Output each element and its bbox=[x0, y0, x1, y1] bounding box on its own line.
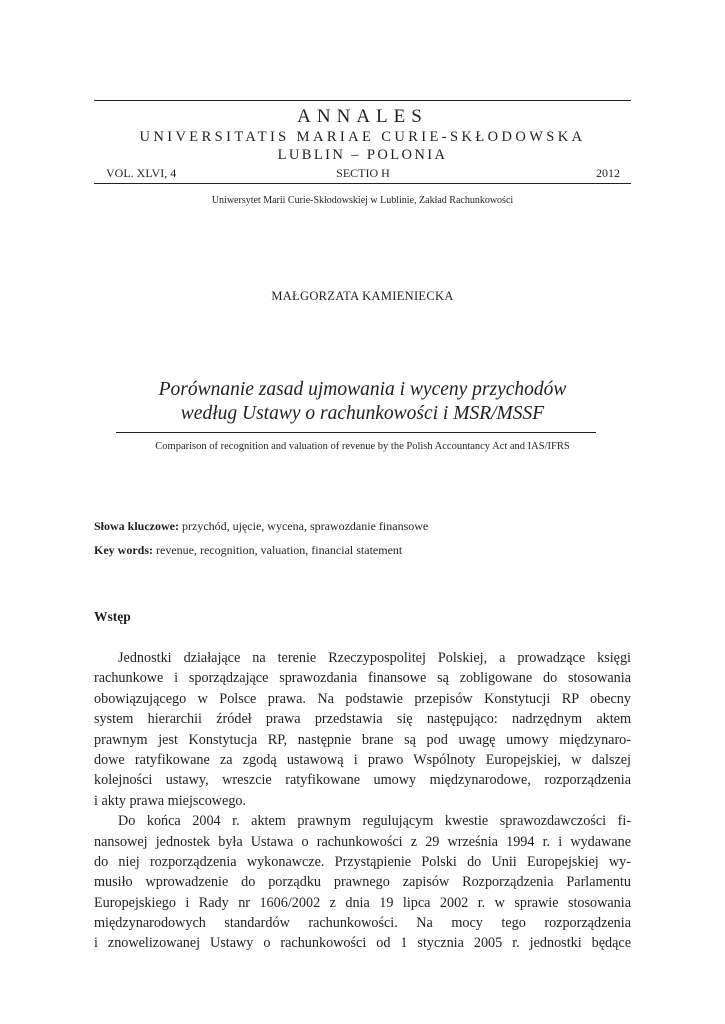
section-heading: Wstęp bbox=[94, 609, 131, 624]
title-rule bbox=[116, 432, 596, 433]
keywords-polish-text: przychód, ujęcie, wycena, sprawozdanie finansowe bbox=[179, 519, 429, 533]
keywords-polish bbox=[94, 518, 634, 534]
section-label: SECTIO H bbox=[336, 166, 390, 180]
body-line: system hierarchii źródeł prawa przedstawia się następująco: nadrzędnym aktem bbox=[94, 711, 631, 728]
body-text bbox=[94, 648, 631, 954]
body-line: międzynarodowych standardów rachunkowości. Na mocy tego rozporządzenia bbox=[94, 915, 631, 932]
journal-university: UNIVERSITATIS MARIAE CURIE-SKŁODOWSKA bbox=[139, 129, 586, 145]
paper-title-line-1: Porównanie zasad ujmowania i wyceny przychodów bbox=[158, 379, 567, 400]
body-line: i akty prawa miejscowego. bbox=[94, 792, 247, 809]
author-name: MAŁGORZATA KAMIENIECKA bbox=[271, 289, 454, 303]
body-line: i znowelizowanej Ustawy o rachunkowości od 1 stycznia 2005 r. jednostki będące bbox=[94, 935, 631, 952]
body-line: Europejskiego i Rady nr 1606/2002 z dnia 19 lipca 2002 r. w sprawie stosowania bbox=[94, 894, 631, 911]
english-title: Comparison of recognition and valuation of revenue by the Polish Accountancy Act and IAS/IFRS bbox=[155, 441, 570, 452]
body-line: rachunkowe i sporządzające sprawozdania finansowe są zobligowane do stosowania bbox=[94, 670, 631, 687]
body-line: musiło wprowadzenie do porządku prawnego zapisów Rozporządzenia Parlamentu bbox=[94, 874, 631, 891]
paper-title-line-2: według Ustawy o rachunkowości i MSR/MSSF bbox=[180, 403, 545, 424]
affiliation: Uniwersytet Marii Curie-Skłodowskiej w Lublinie, Zakład Rachunkowości bbox=[211, 195, 514, 206]
keywords-english-label: Key words: bbox=[94, 543, 153, 557]
header-top-rule bbox=[94, 100, 631, 101]
keywords-polish-label: Słowa kluczowe: bbox=[94, 519, 179, 533]
body-line: nansowej jednostek była Ustawa o rachunkowości z 29 września 1994 r. i wydawane bbox=[94, 833, 631, 850]
journal-place: LUBLIN – POLONIA bbox=[277, 147, 448, 163]
body-line: Do końca 2004 r. aktem prawnym regulującym kwestie sprawozdawczości fi- bbox=[118, 813, 631, 830]
body-line: prawnym jest Konstytucja RP, następnie brane są pod uwagę umowy międzynaro- bbox=[94, 731, 631, 748]
body-line: kolejności ustawy, wreszcie ratyfikowane umowy międzynarodowe, rozporządzenia bbox=[94, 772, 631, 789]
body-line: dowe ratyfikowane za zgodą ustawową i prawo Wspólnoty Europejskiej, w dalszej bbox=[94, 751, 631, 768]
volume-number: VOL. XLVI, 4 bbox=[106, 166, 177, 180]
body-line: obowiązującego w Polsce prawa. Na podstawie przepisów Konstytucji RP obecny bbox=[94, 690, 631, 707]
header-bottom-rule bbox=[94, 183, 631, 184]
keywords-english-text: revenue, recognition, valuation, financial statement bbox=[153, 543, 403, 557]
body-line: Jednostki działające na terenie Rzeczypospolitej Polskiej, a prowadzące księgi bbox=[118, 650, 631, 666]
journal-name: ANNALES bbox=[297, 106, 428, 127]
year: 2012 bbox=[596, 166, 620, 180]
body-line: do niej rozporządzenia wykonawcze. Przystąpienie Polski do Unii Europejskiej wy- bbox=[94, 853, 631, 870]
keywords-english bbox=[94, 542, 634, 558]
